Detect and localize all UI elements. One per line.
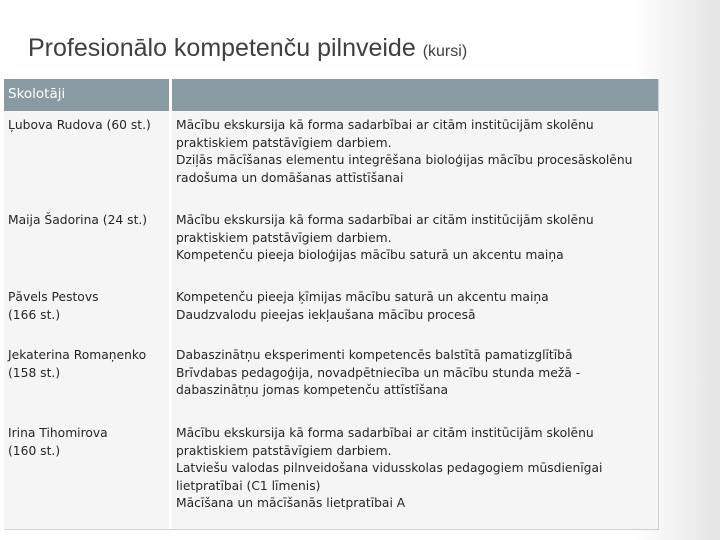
courses-table bbox=[4, 79, 659, 530]
course-item: Mācīšana un mācīšanās lietpratībai A bbox=[176, 496, 406, 510]
header-column-divider bbox=[169, 79, 172, 111]
teacher-name: Jekaterina Romaņenko (158 st.) bbox=[8, 348, 147, 380]
course-list bbox=[176, 289, 656, 324]
teacher-name: Pāvels Pestovs (166 st.) bbox=[8, 290, 99, 322]
slide-title bbox=[28, 34, 467, 63]
course-item: Daudzvalodu pieejas iekļaušana mācību procesā bbox=[176, 307, 476, 322]
column-divider bbox=[169, 111, 172, 529]
teacher-name: Maija Šadorina (24 st.) bbox=[8, 213, 148, 227]
course-item: Mācību ekskursija kā forma sadarbībai ar citām institūcijām skolēnu praktiskiem patstāvīgiem darbiem. bbox=[176, 426, 594, 458]
course-item: Dziļās mācīšanas elementu integrēšana bioloģijas mācību procesāskolēnu radošuma un domāšanas attīstīšanai bbox=[176, 153, 633, 185]
course-item: Brīvdabas pedagoģija, novadpētniecība un mācību stunda mežā - dabaszinātņu jomas kompetenču attīstīšana bbox=[176, 365, 581, 397]
teacher-name: Irina Tihomirova (160 st.) bbox=[8, 426, 108, 458]
table-header bbox=[4, 79, 658, 111]
course-item: Kompetenču pieeja ķīmijas mācību saturā un akcentu maiņa bbox=[176, 290, 549, 304]
title-main: Profesionālo kompetenču pilnveide bbox=[28, 34, 416, 62]
course-item: Mācību ekskursija kā forma sadarbībai ar citām institūcijām skolēnu praktiskiem patstāvīgiem darbiem. bbox=[176, 213, 594, 245]
course-list bbox=[176, 425, 656, 513]
course-list bbox=[176, 212, 656, 265]
course-item: Latviešu valodas pilnveidošana vidusskolas pedagogiem mūsdienīgai lietpratībai (C1 līmenis) bbox=[176, 461, 603, 493]
title-suffix: (kursi) bbox=[422, 43, 468, 60]
header-teachers: Skolotāji bbox=[8, 86, 66, 102]
course-item: Kompetenču pieeja bioloģijas mācību saturā un akcentu maiņa bbox=[176, 248, 564, 262]
course-item: Dabaszinātņu eksperimenti kompetencēs balstītā pamatizglītībā bbox=[176, 348, 573, 362]
teacher-name: Ļubova Rudova (60 st.) bbox=[8, 118, 151, 132]
course-item: Mācību ekskursija kā forma sadarbībai ar citām institūcijām skolēnu praktiskiem patstāvīgiem darbiem. bbox=[176, 118, 594, 150]
course-list bbox=[176, 347, 656, 400]
course-list bbox=[176, 117, 656, 187]
